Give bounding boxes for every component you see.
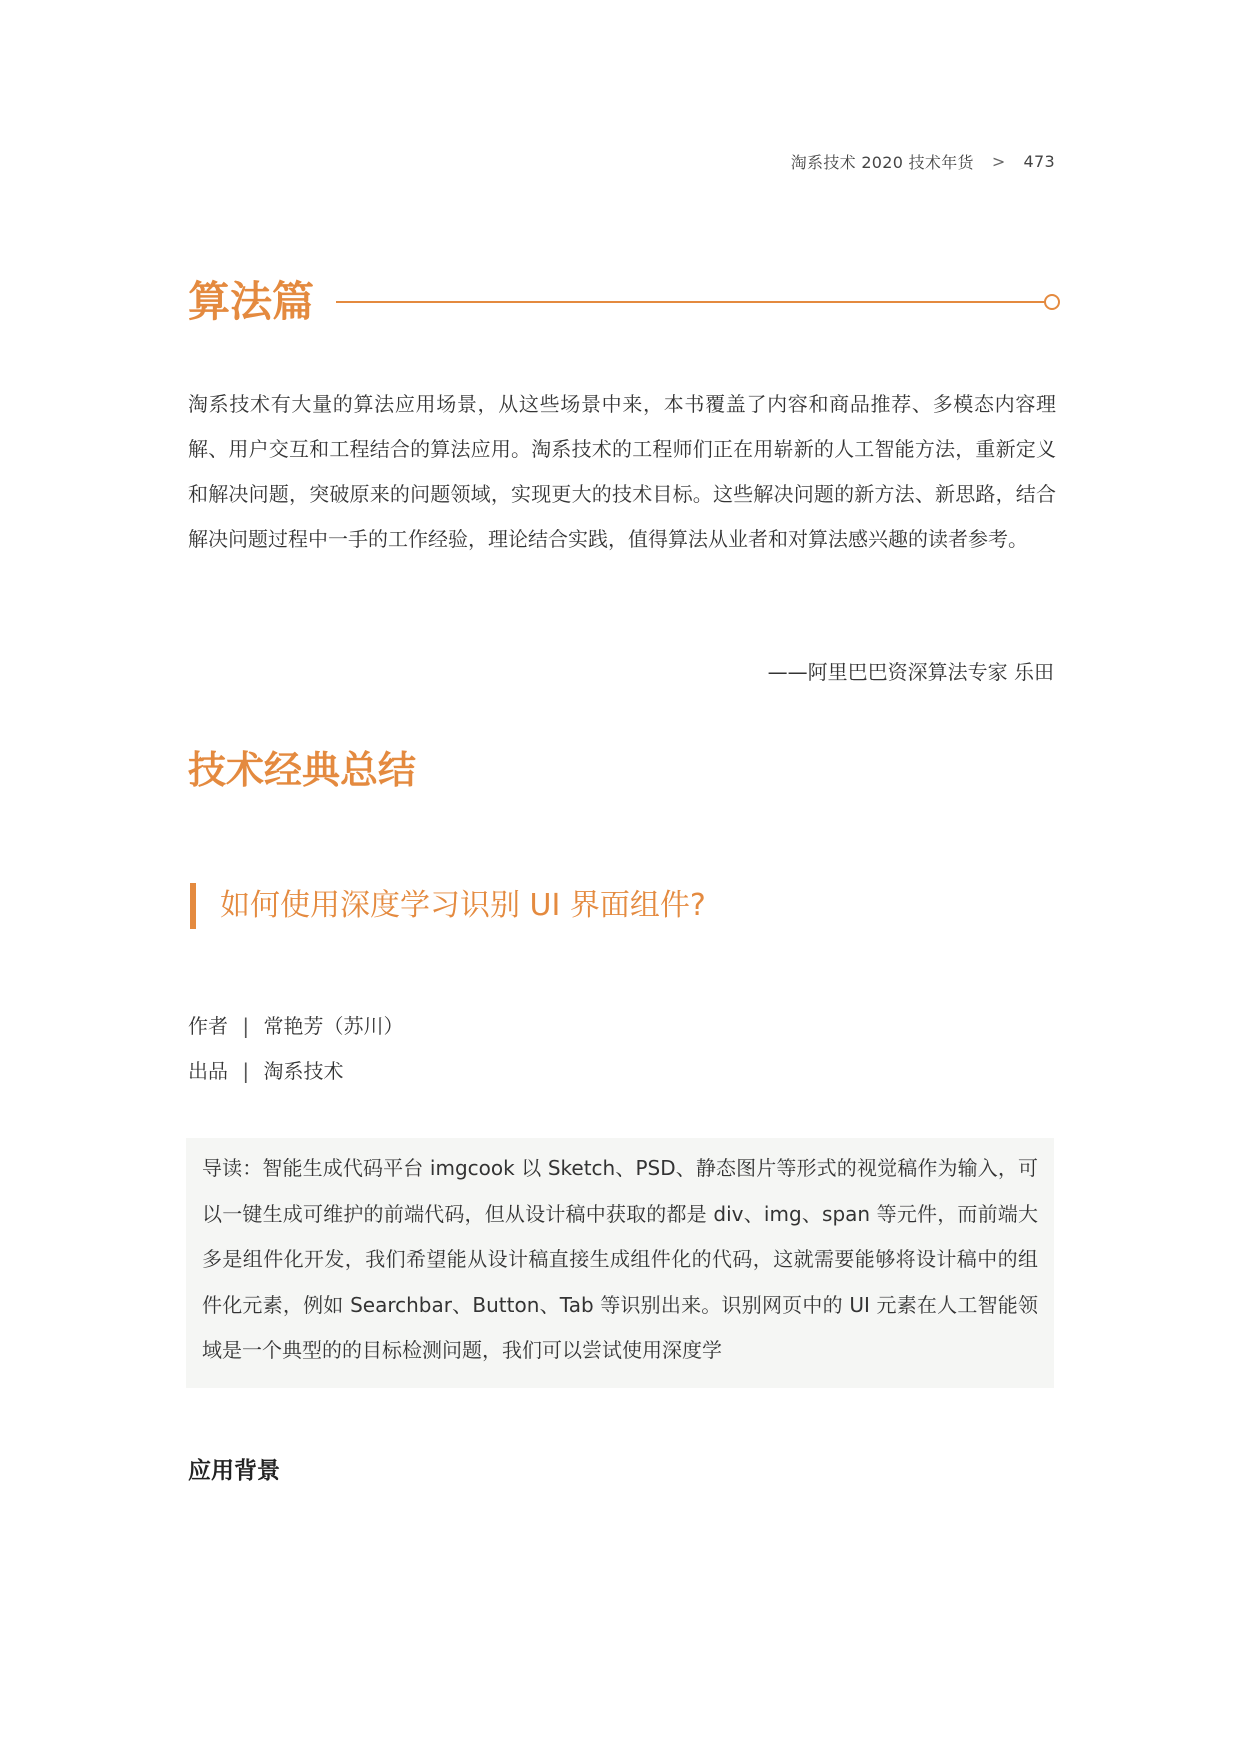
article-author <box>188 1010 403 1039</box>
chapter-title: 技术经典总结 <box>188 748 417 792</box>
book-title: 淘系技术 2020 技术年货 <box>790 153 974 172</box>
abstract-box <box>186 1138 1054 1388</box>
section-rule <box>336 301 1046 303</box>
article-publisher <box>188 1055 343 1084</box>
intro-attribution: ——阿里巴巴资深算法专家 乐田 <box>767 660 1054 684</box>
page-number: 473 <box>1023 152 1055 171</box>
publisher-divider: | <box>242 1059 250 1083</box>
running-header <box>791 150 1055 173</box>
publisher-label: 出品 <box>188 1059 228 1083</box>
title-accent-bar <box>190 883 196 929</box>
header-separator: > <box>991 152 1006 171</box>
author-divider: | <box>242 1014 250 1038</box>
subsection-title: 应用背景 <box>188 1458 280 1484</box>
article-title: 如何使用深度学习识别 UI 界面组件? <box>220 888 706 923</box>
author-name: 常艳芳（苏川） <box>263 1014 404 1038</box>
section-heading <box>188 272 1060 332</box>
abstract-text: 导读：智能生成代码平台 imgcook 以 Sketch、PSD、静态图片等形式的视觉稿作为输入，可以一键生成可维护的前端代码，但从设计稿中获取的都是 div、img、span 等元件，而前端大多是组件化开发，我们希望能从设计稿直接生成组件化的代码，这就需要能够将设计稿中的组件化元素，例如 Searchbar、Button、Tab 等识别出来。识别网页中的 UI 元素在人工智能领域是一个典型的的目标检测问题，我们可以尝试使用深度学 <box>202 1156 1038 1362</box>
section-title: 算法篇 <box>188 277 315 326</box>
rule-end-circle-icon <box>1044 294 1060 310</box>
publisher-name: 淘系技术 <box>263 1059 344 1083</box>
author-label: 作者 <box>188 1014 228 1038</box>
article-heading <box>190 882 706 930</box>
section-intro: 淘系技术有大量的算法应用场景，从这些场景中来，本书覆盖了内容和商品推荐、多模态内容理解、用户交互和工程结合的算法应用。淘系技术的工程师们正在用崭新的人工智能方法，重新定义和解决问题，突破原来的问题领域，实现更大的技术目标。这些解决问题的新方法、新思路，结合解决问题过程中一手的工作经验，理论结合实践，值得算法从业者和对算法感兴趣的读者参考。 <box>188 392 1056 551</box>
